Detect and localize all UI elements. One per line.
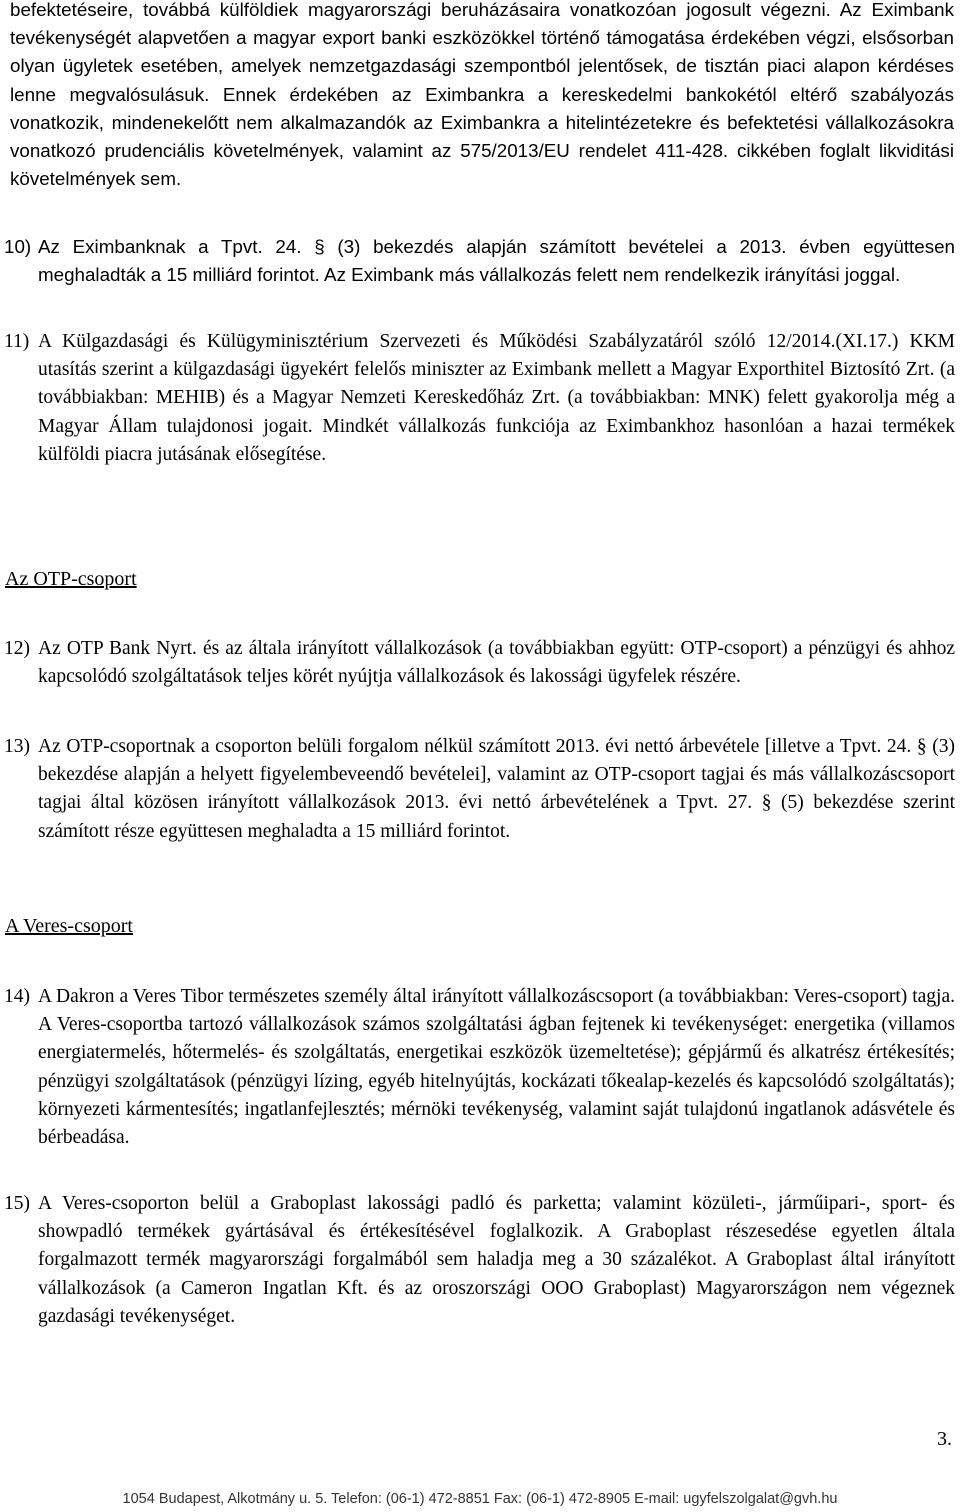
page-footer: 1054 Budapest, Alkotmány u. 5. Telefon: (06-1) 472-8851 Fax: (06-1) 472-8905 E-mail: ugyfelszolgalat@gvh.hu — [122, 1491, 838, 1507]
list-item-10 — [0, 233, 955, 289]
list-item-12 — [0, 635, 955, 691]
item-number: 12) — [4, 638, 30, 659]
list-item-15 — [0, 1190, 955, 1331]
item-number: 13) — [4, 736, 30, 757]
item-text: Az OTP Bank Nyrt. és az általa irányított vállalkozások (a továbbiakban együtt: OTP-csoport) a pénzügyi és ahhoz kapcsolódó szolgáltatások teljes körét nyújtja vállalkozások és lakossági ügyfelek részére. — [38, 638, 955, 688]
item-text: A Veres-csoporton belül a Graboplast lakossági padló és parketta; valamint közületi-, járműipari-, sport- és showpadló termékek gyártásával és értékesítésével foglalkozik. A Graboplast részesedése egyetlen általa forgalmazott termék magyarországi forgalmából sem haladja meg a 30 százalékot. A Graboplast által irányított vállalkozások (a Cameron Ingatlan Kft. és az oroszországi OOO Graboplast) Magyarországon nem végeznek gazdasági tevékenységet. — [38, 1193, 955, 1327]
item-number: 11) — [4, 331, 30, 352]
section-heading-veres: A Veres-csoport — [5, 915, 133, 937]
item-text: Az OTP-csoportnak a csoporton belüli forgalom nélkül számított 2013. évi nettó árbevétele [illetve a Tpvt. 24. § (3) bekezdése alapján a helyett figyelembeveendő bevételei], valamint az OTP-csoport tagjai és más vállalkozáscsoport tagjai által közösen irányított vállalkozások 2013. évi nettó árbevételének a Tpvt. 27. § (5) bekezdése szerint számított része együttesen meghaladta a 15 milliárd forintot. — [38, 736, 955, 842]
item-number: 15) — [4, 1193, 30, 1214]
intro-paragraph: befektetéseire, továbbá külföldiek magyarországi beruházásaira vonatkozóan jogosult végezni. Az Eximbank tevékenységét alapvetően a magyar export banki eszközökkel történő támogatása érdekében végzi, elsősorban olyan ügyletek esetében, amelyek nemzetgazdasági szempontból jelentősek, de tisztán piaci alapon kérdéses lenne megvalósulásuk. Ennek érdekében az Eximbankra a kereskedelmi bankokétól eltérő szabályozás vonatkozik, mindenekelőtt nem alkalmazandók az Eximbankra a hitelintézetekre és befektetési vállalkozásokra vonatkozó prudenciális követelmények, valamint az 575/2013/EU rendelet 411-428. cikkében foglalt likviditási követelmények sem. — [10, 0, 954, 190]
page-number: 3. — [937, 1428, 952, 1450]
list-item-11 — [0, 328, 955, 469]
list-item-14 — [0, 983, 955, 1152]
list-item-13 — [0, 733, 955, 846]
item-number: 10) — [4, 236, 32, 257]
item-number: 14) — [4, 986, 30, 1007]
item-text: A Dakron a Veres Tibor természetes személy által irányított vállalkozáscsoport (a továbbiakban: Veres-csoport) tagja. A Veres-csoportba tartozó vállalkozások számos szolgáltatási ágban fejtenek ki tevékenységet: energetika (villamos energiatermelés, hőtermelés- és szolgáltatás, energetikai eszközök üzemeltetése); gépjármű és alkatrész értékesítés; pénzügyi szolgáltatások (pénzügyi lízing, egyéb hitelnyújtás, kockázati tőkealap-kezelés és kapcsolódó szolgáltatás); környezeti kármentesítés; ingatlanfejlesztés; mérnöki tevékenység, valamint saját tulajdonú ingatlanok adásvétele és bérbeadása. — [38, 986, 955, 1149]
item-text: A Külgazdasági és Külügyminisztérium Szervezeti és Működési Szabályzatáról szóló 12/2014.(XI.17.) KKM utasítás szerint a külgazdasági ügyekért felelős miniszter az Eximbank mellett a Magyar Exporthitel Biztosító Zrt. (a továbbiakban: MEHIB) és a Magyar Nemzeti Kereskedőház Zrt. (a továbbiakban: MNK) felett gyakorolja még a Magyar Állam tulajdonosi jogait. Mindkét vállalkozás funkciója az Eximbankhoz hasonlóan a hazai termékek külföldi piacra jutásának elősegítése. — [38, 331, 955, 465]
item-text: Az Eximbanknak a Tpvt. 24. § (3) bekezdés alapján számított bevételei a 2013. évben együttesen meghaladták a 15 milliárd forintot. Az Eximbank más vállalkozás felett nem rendelkezik irányítási joggal. — [38, 236, 955, 286]
section-heading-otp: Az OTP-csoport — [5, 568, 137, 590]
